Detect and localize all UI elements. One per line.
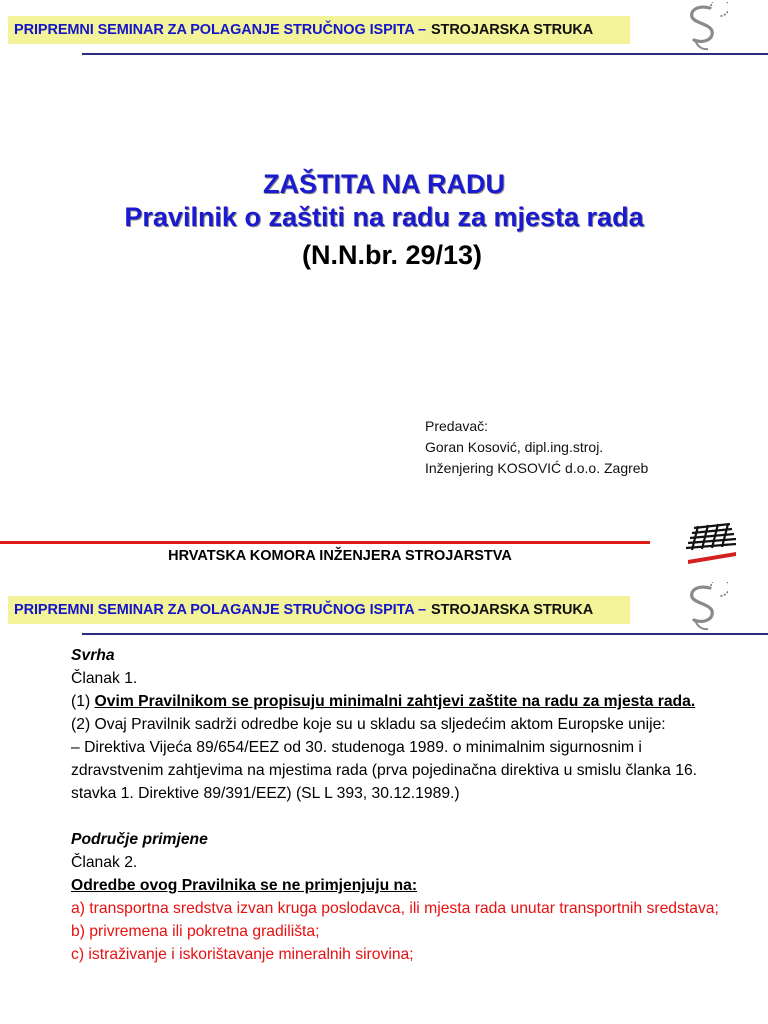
seminar-header-main: PRIPREMNI SEMINAR ZA POLAGANJE STRUČNOG ISPITA –: [14, 602, 426, 618]
lecturer-name: Goran Kosović, dipl.ing.stroj.: [425, 439, 604, 455]
exclusions-intro: Odredbe ovog Pravilnika se ne primjenjuju na:: [71, 877, 418, 894]
lecturer-company: Inženjering KOSOVIĆ d.o.o. Zagreb: [425, 460, 649, 476]
slide-subtitle: Pravilnik o zaštiti na radu za mjesta rada: [124, 202, 644, 232]
seminar-header: [8, 16, 630, 44]
exclusion-item-a: a) transportna sredstva izvan kruga poslodavca, ili mjesta rada unutar transportnih sredstava;: [71, 900, 719, 917]
section-title-scope: Područje primjene: [71, 831, 208, 848]
section-title-purpose: Svrha: [71, 647, 115, 664]
exclusion-item-b: b) privremena ili pokretna gradilišta;: [71, 923, 320, 940]
article-2-heading: Članak 2.: [71, 854, 138, 871]
s-logo-icon: [680, 582, 728, 634]
lecturer-info: [425, 416, 648, 479]
paragraph-1-text: Ovim Pravilnikom se propisuju minimalni zahtjevi zaštite na radu za mjesta rada.: [94, 693, 696, 710]
directive-reference: – Direktiva Vijeća 89/654/EEZ od 30. studenoga 1989. o minimalnim sigurnosnim i zdravstvenim zahtjevima na mjestima rada (prva pojedinačna direktiva u smislu članka 16. stavka 1. Direktive 89/391/EEZ) (SL L 393, 30.12.1989.): [71, 739, 698, 802]
paragraph-1-number: (1): [71, 693, 95, 710]
seminar-header-main: PRIPREMNI SEMINAR ZA POLAGANJE STRUČNOG ISPITA –: [14, 22, 426, 38]
seminar-header-sub: STROJARSKA STRUKA: [430, 602, 594, 618]
hkis-logo-icon: [684, 522, 738, 566]
regulation-text: [71, 644, 721, 966]
lecturer-label: Predavač:: [425, 418, 489, 434]
chamber-name: HRVATSKA KOMORA INŽENJERA STROJARSTVA: [168, 548, 512, 564]
regulation-reference: (N.N.br. 29/13): [301, 240, 483, 270]
header-rule: [82, 633, 768, 635]
paragraph-2: (2) Ovaj Pravilnik sadrži odredbe koje su u skladu sa sljedećim aktom Europske unije:: [71, 716, 666, 733]
exclusion-item-c: c) istraživanje i iskorištavanje mineralnih sirovina;: [71, 946, 414, 963]
content-slide: [0, 580, 768, 1024]
seminar-header-sub: STROJARSKA STRUKA: [430, 22, 594, 38]
spacer: [71, 805, 721, 828]
paragraph-1: [71, 690, 721, 713]
article-1-heading: Članak 1.: [71, 670, 138, 687]
footer-rule: [0, 541, 650, 544]
s-logo-icon: [680, 2, 728, 54]
header-rule: [82, 53, 768, 55]
slide-title: ZAŠTITA NA RADU: [263, 169, 505, 199]
seminar-header: [8, 596, 630, 624]
